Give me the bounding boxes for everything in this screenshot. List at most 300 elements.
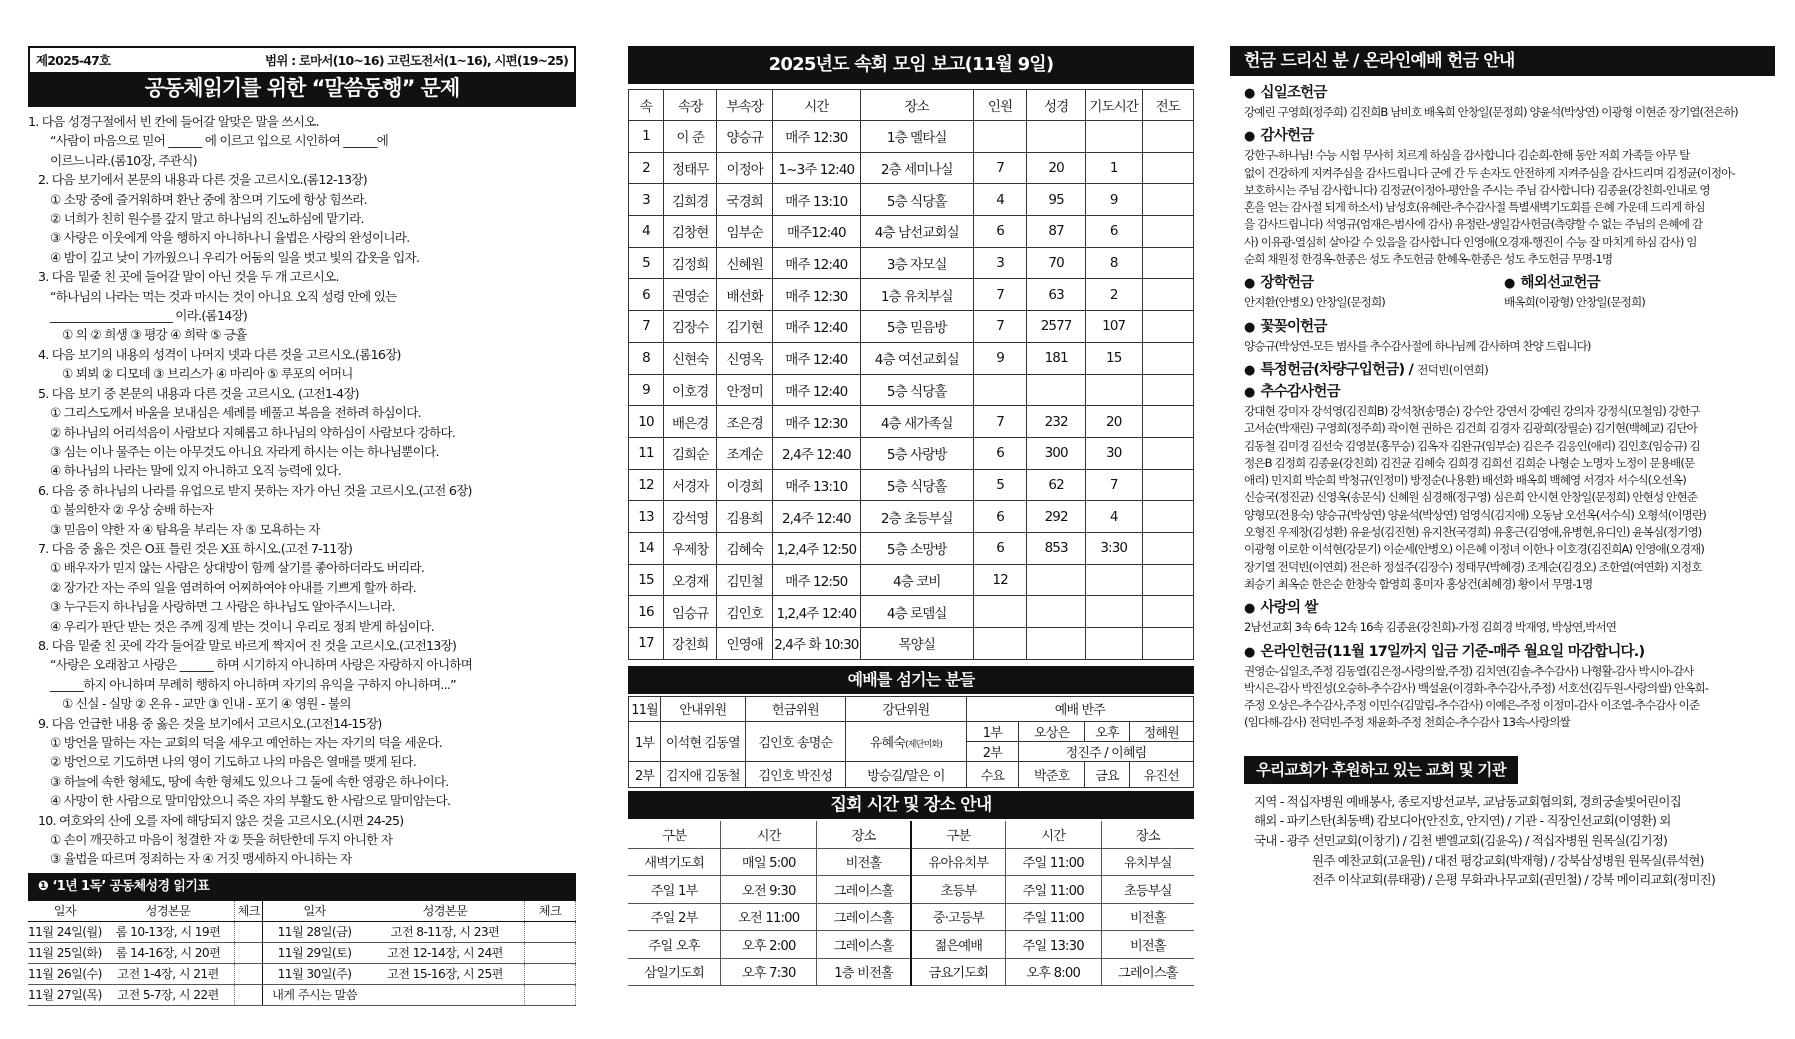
report-cell [973, 374, 1026, 406]
report-row [629, 564, 1194, 596]
harvest-line: 신승국(정진균) 신영옥(송문식) 신혜원 심경해(정구영) 심은희 안시현 안창일(문정희) 안현성 안현준 [1244, 490, 1697, 505]
tithe-line: 강예린 구영희(정주희) 김진희B 남비호 배옥희 안창일(문정희) 양윤석(박상연) 이광형 이현준 장기열(전은하) [1244, 105, 1738, 119]
bible-cell: 11월 30일(주) [263, 963, 366, 984]
quiz-line: ③ 하늘에 속한 형체도, 땅에 속한 형체도 있으나 그 둘에 속한 영광은 하나이다. [50, 773, 449, 789]
special-heading [1244, 359, 1775, 381]
meeting-header-cell: 시간 [1005, 821, 1101, 849]
harvest-line: 정은B 김정희 김종윤(강친희) 김진균 김혜숙 김희경 김희선 김희순 나형순 노명자 노정이 문용배(문 [1244, 455, 1695, 470]
report-header-cell: 기도시간 [1085, 90, 1142, 121]
report-cell: 3 [629, 184, 664, 216]
support-line: 해외 - 파키스탄(최동백) 캄보디아(안진호, 안지연) / 기관 - 직장인선교회(이영환) 외 [1254, 813, 1671, 829]
quiz-line: ③ 믿음이 약한 자 ④ 탐욕을 부리는 자 ⑤ 모욕하는 자 [50, 521, 320, 537]
offering-column [1230, 46, 1775, 890]
report-cell: 2,4주 12:40 [773, 437, 861, 469]
serve-2bu-offering: 김인호 박진성 [745, 761, 846, 787]
report-cell: 인영애 [717, 628, 773, 660]
report-cell: 매주 12:40 [773, 311, 861, 343]
online-line: 주정 오상은-추수감사,주정 이민수(김말림-추수감사) 이예은-주정 이정미-감사 이조열-추수감사 이준 [1244, 698, 1700, 713]
rice-heading [1244, 597, 1775, 619]
quiz-line: ① 손이 깨끗하고 마음이 청결한 자 ② 뜻을 허탄한데 두지 아니한 자 [50, 832, 393, 848]
support-line: 국내 - 광주 선민교회(이창기) / 김천 벧엘교회(김윤옥) / 적십자병원 원목실(김기정) [1254, 832, 1668, 848]
report-cell: 5층 식당홀 [860, 374, 973, 406]
bible-header-cell: 체크 [235, 900, 263, 921]
report-cell: 신혜원 [717, 247, 773, 279]
report-cell: 매주 12:30 [773, 279, 861, 311]
bible-cell: 고전 15-16장, 시 25편 [366, 963, 525, 984]
quiz-line: 10. 여호와의 산에 오를 자에 해당되지 않은 것을 고르시오.(시편 24-25) [38, 812, 404, 828]
report-cell: 조계순 [717, 437, 773, 469]
report-cell: 12 [973, 564, 1026, 596]
serve-1bu: 1부 [629, 721, 661, 761]
acc-2bu-v: 정진주 / 이혜림 [1019, 741, 1194, 761]
online-list [1244, 663, 1775, 732]
servers-table [628, 696, 1194, 788]
report-cell: 853 [1027, 532, 1086, 564]
online-heading [1244, 641, 1775, 663]
report-cell: 김민철 [717, 564, 773, 596]
report-cell [1142, 279, 1194, 311]
report-cell [1142, 406, 1194, 438]
thanks-line: 혼을 얻는 감사절 되게 하소서) 남성호(유혜란-추수감사절 특별새벽기도회를 은혜 가운데 드리게 하심 [1244, 200, 1705, 215]
report-row [629, 628, 1194, 660]
meeting-cell: 비전홀 [1101, 931, 1194, 959]
rice-list: 2남선교회 3속 6속 12속 16속 김종윤(강친희)-가정 김희경 박재영, 박상연,박서연 [1244, 620, 1617, 635]
report-cell: 매주 12:30 [773, 406, 861, 438]
tithe-heading-text: 십일조헌금 [1260, 85, 1327, 101]
quiz-range: 범위 : 로마서(10~16) 고린도전서(1~16), 시편(19~25) [264, 53, 568, 68]
report-cell: 17 [629, 628, 664, 660]
report-cell [1027, 374, 1086, 406]
report-cell: 매주 12:40 [773, 374, 861, 406]
report-cell: 20 [1085, 406, 1142, 438]
report-cell: 7 [629, 311, 664, 343]
acc-1bu-v2: 오후 [1085, 721, 1129, 741]
scholar-mission-row [1244, 272, 1775, 315]
report-cell [1027, 596, 1086, 628]
quiz-column [28, 46, 576, 1006]
report-cell: 김용희 [717, 501, 773, 533]
quiz-line: ④ 하나님의 나라는 말에 있지 아니하고 오직 능력에 있다. [50, 463, 341, 479]
report-cell: 4층 남선교회실 [860, 216, 973, 248]
meeting-header-cell: 시간 [721, 821, 817, 849]
report-cell: 2 [1085, 279, 1142, 311]
meeting-cell: 금요기도회 [911, 958, 1005, 986]
report-cell: 김창현 [663, 216, 716, 248]
report-cell: 7 [1085, 469, 1142, 501]
report-cell: 배선화 [717, 279, 773, 311]
report-row [629, 469, 1194, 501]
meeting-cell: 중·고등부 [911, 903, 1005, 931]
harvest-line: 이광형 이로한 이석현(강문기) 이순세(안병오) 이은혜 이정녀 이한나 이호경(김진희A) 인영애(오경재) [1244, 542, 1704, 557]
report-cell: 4 [1085, 501, 1142, 533]
acc-wed-v: 박준호 [1019, 761, 1085, 787]
report-cell: 정태무 [663, 152, 716, 184]
thanks-line: 강한구-하나님! 수능 시험 무사히 치르게 하심을 감사합니다 김순희-한해 동안 저희 가족들 아무 탈 [1244, 148, 1690, 163]
bible-cell [366, 984, 525, 1005]
acc-1bu-label: 1부 [966, 721, 1018, 741]
report-cell: 매주 13:10 [773, 184, 861, 216]
quiz-line: ③ 심는 이나 물주는 이는 아무것도 아니요 자라게 하시는 이는 하나님뿐이다. [50, 443, 439, 459]
online-line: 권영순-십일조,주정 김동열(김은정-사랑의쌀,주정) 김치연(김솔-추수감사) 나형활-감사 박시아-감사 [1244, 663, 1694, 678]
report-cell [1142, 596, 1194, 628]
report-row [629, 596, 1194, 628]
quiz-line: ① 뵈뵈 ② 디모데 ③ 브리스가 ④ 마리아 ⑤ 루포의 어머니 [62, 366, 353, 382]
meeting-cell: 1층 비전홀 [817, 958, 911, 986]
thanks-line: 사) 이유광-열심히 살아갈 수 있음을 감사합니다 인영애(오경재-행진이 수능 잘 마치게 하심 감사) 임 [1244, 234, 1697, 249]
serve-1bu-offering: 김인호 송명순 [745, 721, 846, 761]
bible-row [28, 963, 576, 984]
report-cell: 30 [1085, 437, 1142, 469]
report-header-cell: 속 [629, 90, 664, 121]
meeting-cell: 그레이스홀 [817, 903, 911, 931]
flower-list: 양승규(박상연-모든 범사를 추수감사절에 하나님께 감사하며 찬양 드립니다) [1244, 338, 1591, 353]
report-cell: 70 [1027, 247, 1086, 279]
report-cell: 권영순 [663, 279, 716, 311]
bible-cell: 11월 25일(화) [28, 942, 102, 963]
report-cell: 7 [973, 152, 1026, 184]
bible-cell: 11월 28일(금) [263, 921, 366, 942]
bible-cell: 롬 10-13장, 시 19편 [102, 921, 235, 942]
report-cell [1027, 121, 1086, 153]
serve-head-accompany: 예배 반주 [966, 696, 1193, 721]
bible-cell: 11월 24일(월) [28, 921, 102, 942]
tithe-heading [1244, 82, 1775, 104]
tithe-list [1244, 104, 1775, 121]
report-row [629, 279, 1194, 311]
special-heading-text: 특정헌금(차량구입헌금) / [1260, 361, 1414, 378]
meeting-cell: 주일 11:00 [1005, 876, 1101, 904]
report-cell: 8 [1085, 247, 1142, 279]
meeting-cell: 그레이스홀 [817, 876, 911, 904]
report-cell: 안정미 [717, 374, 773, 406]
report-cell: 3:30 [1085, 532, 1142, 564]
report-cell: 국경희 [717, 184, 773, 216]
bible-header-cell: 성경본문 [366, 900, 525, 921]
report-cell: 16 [629, 596, 664, 628]
report-header-cell: 시간 [773, 90, 861, 121]
support-line: 지역 - 적십자병원 예배봉사, 종로지방선교부, 교남동교회협의회, 경희궁솔빛어린이집 [1254, 793, 1681, 809]
report-cell [1142, 628, 1194, 660]
report-cell [1142, 152, 1194, 184]
quiz-line: ③ 사랑은 이웃에게 악을 행하지 아니하나니 율법은 사랑의 완성이니라. [50, 230, 410, 246]
serve-altar-name: 유혜숙 [869, 735, 906, 751]
quiz-line: ① 신실 - 실망 ② 온유 - 교만 ③ 인내 - 포기 ④ 영원 - 불의 [62, 696, 351, 712]
meeting-cell: 오전 11:00 [721, 903, 817, 931]
report-cell: 6 [973, 216, 1026, 248]
report-cell: 9 [1085, 184, 1142, 216]
report-cell: 95 [1027, 184, 1086, 216]
report-cell [1142, 216, 1194, 248]
report-cell: 매주 12:30 [773, 121, 861, 153]
acc-1bu-v1: 오상은 [1019, 721, 1085, 741]
thanks-line: 보호하시는 주님 감사합니다) 김정균(이정아-평안을 주시는 주님 감사합니다) 김종윤(강친희-인내로 영 [1244, 182, 1710, 197]
bible-cell [524, 921, 575, 942]
meeting-cell: 비전홀 [817, 848, 911, 876]
support-title: 우리교회가 후원하고 있는 교회 및 기관 [1244, 756, 1518, 784]
report-cell: 62 [1027, 469, 1086, 501]
report-cell: 3층 자모실 [860, 247, 973, 279]
mission-list: 배옥희(이광형) 안창일(문정희) [1504, 295, 1645, 310]
bible-header-cell: 일자 [28, 900, 102, 921]
bible-header-cell: 일자 [263, 900, 366, 921]
quiz-line: ① 소망 중에 즐거워하며 환난 중에 참으며 기도에 항상 힘쓰라. [50, 191, 368, 207]
meeting-header-cell: 구분 [628, 821, 721, 849]
report-row [629, 342, 1194, 374]
report-row [629, 152, 1194, 184]
bible-cell: 고전 5-7장, 시 22편 [102, 984, 235, 1005]
quiz-line: “하나님의 나라는 먹는 것과 마시는 것이 아니요 오직 성령 안에 있는 [50, 288, 397, 304]
meeting-cell: 오후 7:30 [721, 958, 817, 986]
bullet-icon: ● [1244, 644, 1255, 660]
meeting-cell: 주일 오후 [628, 931, 721, 959]
report-header-cell: 성경 [1027, 90, 1086, 121]
report-cell [1142, 501, 1194, 533]
report-cell: 13 [629, 501, 664, 533]
report-cell: 오경재 [663, 564, 716, 596]
harvest-list [1244, 403, 1775, 593]
report-cell: 강친희 [663, 628, 716, 660]
meeting-cell: 주일 13:30 [1005, 931, 1101, 959]
report-cell: 1 [1085, 152, 1142, 184]
issue-number: 제2025-47호 [36, 53, 111, 68]
meeting-cell: 새벽기도회 [628, 848, 721, 876]
report-cell [1142, 184, 1194, 216]
report-cell: 8 [629, 342, 664, 374]
serve-head-offering: 헌금위원 [745, 696, 846, 721]
report-cell: 20 [1027, 152, 1086, 184]
acc-fri-label: 금요 [1085, 761, 1129, 787]
report-row [629, 184, 1194, 216]
report-cell: 매주 12:50 [773, 564, 861, 596]
report-row [629, 374, 1194, 406]
bullet-icon: ● [1244, 276, 1255, 292]
report-cell: 4층 로뎀실 [860, 596, 973, 628]
meeting-cell: 주일 11:00 [1005, 903, 1101, 931]
bullet-icon: ● [1244, 601, 1255, 617]
report-cell: 6 [1085, 216, 1142, 248]
report-cell: 12 [629, 469, 664, 501]
rice-heading-text: 사랑의 쌀 [1260, 600, 1318, 617]
report-header-cell: 장소 [860, 90, 973, 121]
bible-row [28, 984, 576, 1005]
meeting-cell: 유치부실 [1101, 848, 1194, 876]
report-cell: 매주12:40 [773, 216, 861, 248]
quiz-header-top [30, 48, 574, 72]
meeting-row [628, 876, 1194, 904]
report-cell: 2577 [1027, 311, 1086, 343]
report-cell [973, 596, 1026, 628]
report-cell [1085, 374, 1142, 406]
harvest-line: 고서순(박재린) 구영희(정주희) 곽이현 권하은 김건희 김경자 김광희(장필순) 김기현(백혜교) 김단아 [1244, 421, 1697, 436]
report-cell: 2,4주 12:40 [773, 501, 861, 533]
quiz-line: ④ 밤이 깊고 낮이 가까웠으니 우리가 어둠의 일을 벗고 빛의 갑옷을 입자. [50, 249, 420, 265]
report-cell: 5층 소망방 [860, 532, 973, 564]
report-column [628, 46, 1194, 986]
scholar-heading [1244, 272, 1504, 294]
report-cell [973, 121, 1026, 153]
bible-table-header [28, 900, 576, 921]
harvest-line: 장기열 전덕빈(이연희) 전은하 정설주(김장수) 정태무(박혜경) 조계순(김경오) 조한열(여연화) 지정호 [1244, 559, 1702, 574]
report-cell: 신현숙 [663, 342, 716, 374]
report-cell: 6 [973, 532, 1026, 564]
quiz-line: 1. 다음 성경구절에서 빈 칸에 들어갈 알맞은 말을 쓰시오. [28, 114, 319, 129]
quiz-line: 이르느니라.(롬10장, 주관식) [50, 152, 197, 168]
quiz-line: 4. 다음 보기의 내용의 성격이 나머지 넷과 다른 것을 고르시오.(롬16장) [38, 346, 401, 362]
meeting-cell: 오후 8:00 [1005, 958, 1101, 986]
report-cell: 6 [973, 501, 1026, 533]
cell-report-table [628, 89, 1194, 660]
bible-cell [235, 984, 263, 1005]
bible-cell: 고전 12-14장, 시 24편 [366, 942, 525, 963]
meeting-header-cell: 장소 [817, 821, 911, 849]
report-cell [1142, 564, 1194, 596]
report-header-cell: 인원 [973, 90, 1026, 121]
meeting-cell: 그레이스홀 [817, 931, 911, 959]
meetings-table [628, 821, 1194, 987]
thanks-heading [1244, 125, 1775, 147]
report-cell: 7 [973, 406, 1026, 438]
quiz-line: 5. 다음 보기 중 본문의 내용과 다른 것을 고르시오. (고전1-4장) [38, 385, 359, 401]
acc-2bu-label: 2부 [966, 741, 1018, 761]
bible-header-cell: 성경본문 [102, 900, 235, 921]
bullet-icon: ● [1244, 129, 1255, 145]
report-cell: 4 [629, 216, 664, 248]
bible-cell: 11월 29일(토) [263, 942, 366, 963]
online-line: 박시은-감사 박진성(오승하-추수감사) 백설윤(이경화-추수감사,주정) 서호선(김두원-사랑의쌀) 안옥희- [1244, 680, 1709, 695]
report-cell: 292 [1027, 501, 1086, 533]
meeting-row [628, 931, 1194, 959]
acc-fri-v: 유진선 [1129, 761, 1193, 787]
serve-head-guide: 안내위원 [661, 696, 745, 721]
report-cell: 강석영 [663, 501, 716, 533]
report-row [629, 247, 1194, 279]
bible-cell [524, 963, 575, 984]
quiz-line: ② 장가간 자는 주의 일을 염려하여 어찌하여야 아내를 기쁘게 할까 하라. [50, 579, 416, 595]
acc-wed-label: 수요 [966, 761, 1018, 787]
online-line: (임다해-감사) 전덕빈-주정 채윤화-주정 천희순-추수감사 13속-사랑의쌀 [1244, 715, 1570, 730]
meeting-cell: 삼일기도회 [628, 958, 721, 986]
report-cell: 이정아 [717, 152, 773, 184]
serve-2bu: 2부 [629, 761, 661, 787]
report-cell: 목양실 [860, 628, 973, 660]
serve-month: 11월 [629, 696, 661, 721]
bullet-icon: ● [1244, 384, 1255, 400]
report-cell: 7 [973, 279, 1026, 311]
thanks-heading-text: 감사헌금 [1260, 128, 1314, 145]
report-cell: 11 [629, 437, 664, 469]
report-cell: 15 [629, 564, 664, 596]
report-cell: 107 [1085, 311, 1142, 343]
report-cell: 7 [973, 311, 1026, 343]
harvest-line: 김동철 김미경 김선숙 김영분(홍무승) 김옥자 김완규(임부순) 김은주 김응인(애리) 김인호(임승규) 김 [1244, 438, 1700, 453]
report-cell [1142, 311, 1194, 343]
report-cell: 1~3주 12:40 [773, 152, 861, 184]
meeting-cell: 주일 11:00 [1005, 848, 1101, 876]
bible-cell [235, 942, 263, 963]
quiz-header [28, 46, 576, 107]
report-cell: 9 [629, 374, 664, 406]
serve-2bu-guide: 김지애 김동철 [661, 761, 745, 787]
report-cell: 1층 유치부실 [860, 279, 973, 311]
report-row [629, 532, 1194, 564]
meeting-row [628, 958, 1194, 986]
bullet-icon: ● [1244, 362, 1255, 378]
report-cell: 매주 13:10 [773, 469, 861, 501]
quiz-line: ① 의 ② 희생 ③ 평강 ④ 희락 ⑤ 긍휼 [62, 327, 247, 343]
report-cell: 5 [629, 247, 664, 279]
report-cell: 5 [973, 469, 1026, 501]
offering-body [1230, 82, 1775, 732]
thanks-line: 없이 건강하게 지켜주심을 감사드립니다 군에 간 두 손자도 안전하게 지켜주심을 감사드리며 김정균(이정아- [1244, 165, 1735, 180]
report-cell: 5층 믿음방 [860, 311, 973, 343]
report-cell: 양승규 [717, 121, 773, 153]
bible-cell: 내게 주시는 말씀 [263, 984, 366, 1005]
quiz-line: 2. 다음 보기에서 본문의 내용과 다른 것을 고르시오.(롬12-13장) [38, 172, 367, 188]
report-cell: 임부순 [717, 216, 773, 248]
harvest-heading-text: 추수감사헌금 [1260, 383, 1340, 400]
scholar-heading-text: 장학헌금 [1260, 275, 1314, 292]
report-cell: 김희경 [663, 184, 716, 216]
harvest-heading [1244, 381, 1775, 403]
quiz-line: ② 하나님의 어리석음이 사람보다 지혜롭고 하나님의 약하심이 사람보다 강하다. [50, 424, 456, 440]
quiz-line: ④ 사망이 한 사람으로 말미암았으니 죽은 자의 부활도 한 사람으로 말미암는다. [50, 793, 451, 809]
report-cell [1142, 247, 1194, 279]
serve-head-altar: 강단위원 [846, 696, 967, 721]
report-cell: 2층 세미나실 [860, 152, 973, 184]
report-cell: 이경희 [717, 469, 773, 501]
report-cell: 4층 코비 [860, 564, 973, 596]
flower-heading-text: 꽃꽂이헌금 [1260, 318, 1327, 335]
harvest-line: 오형진 우제창(김성환) 유윤성(김진현) 유지찬(국경희) 유홍근(김영애,유병현,유디인) 윤복심(정기영) [1244, 525, 1702, 540]
quiz-line: ① 방언을 말하는 자는 교회의 덕을 세우고 예언하는 자는 자기의 덕을 세운다. [50, 735, 443, 750]
thanks-line: 을 감사드립니다) 석영규(엄재은-범사에 감사) 유정란-생일감사헌금(측량할 수 없는 주님의 은혜에 감 [1244, 217, 1703, 232]
report-header-cell: 부속장 [717, 90, 773, 121]
report-cell: 181 [1027, 342, 1086, 374]
report-cell: 김장수 [663, 311, 716, 343]
servers-title: 예배를 섬기는 분들 [628, 666, 1194, 694]
report-cell: 매주 12:40 [773, 247, 861, 279]
online-heading-text: 온라인헌금(11월 17일까지 입금 기준-매주 월요일 마감합니다.) [1260, 643, 1645, 660]
report-cell [1085, 628, 1142, 660]
bullet-icon: ● [1504, 276, 1515, 292]
report-cell: 4 [973, 184, 1026, 216]
bible-reading-title: ❶ ‘1년 1독’ 공동체성경 읽기표 [28, 873, 576, 900]
support-line: 원주 예찬교회(고윤원) / 대전 평강교회(박재형) / 강북삼성병원 원목실(류석현) [1312, 852, 1704, 868]
meeting-cell: 주일 2부 [628, 903, 721, 931]
thanks-line: 순희 채원정 한경옥-한종은 성도 추도헌금 한혜옥-한종은 성도 추도헌금 무명-1명 [1244, 252, 1613, 267]
meetings-title: 집회 시간 및 장소 안내 [628, 791, 1194, 819]
report-cell: 임승규 [663, 596, 716, 628]
serve-2bu-altar: 방승길/말은 이 [846, 761, 967, 787]
report-cell: 4층 새가족실 [860, 406, 973, 438]
report-header-cell: 속장 [663, 90, 716, 121]
meeting-row [628, 903, 1194, 931]
harvest-line: 애리) 민지희 박순희 박청규(인정미) 방정순(나용환) 배선화 배옥희 백혜영 서경자 서수식(오선옥) [1244, 473, 1686, 488]
report-cell: 이호경 [663, 374, 716, 406]
report-cell: 4층 여선교회실 [860, 342, 973, 374]
meetings-header [628, 821, 1194, 849]
serve-1bu-altar [846, 721, 967, 761]
bible-cell: 11월 26일(수) [28, 963, 102, 984]
report-cell: 5층 식당홀 [860, 469, 973, 501]
report-row [629, 501, 1194, 533]
quiz-line: 9. 다음 언급한 내용 중 옳은 것을 보기에서 고르시오.(고전14-15장) [38, 715, 382, 731]
report-cell: 14 [629, 532, 664, 564]
quiz-line: 6. 다음 중 하나님의 나라를 유업으로 받지 못하는 자가 아닌 것을 고르시오.(고전 6장) [38, 482, 472, 498]
bible-reading-table [28, 900, 576, 1006]
meeting-cell: 주일 1부 [628, 876, 721, 904]
meeting-header-cell: 장소 [1101, 821, 1194, 849]
